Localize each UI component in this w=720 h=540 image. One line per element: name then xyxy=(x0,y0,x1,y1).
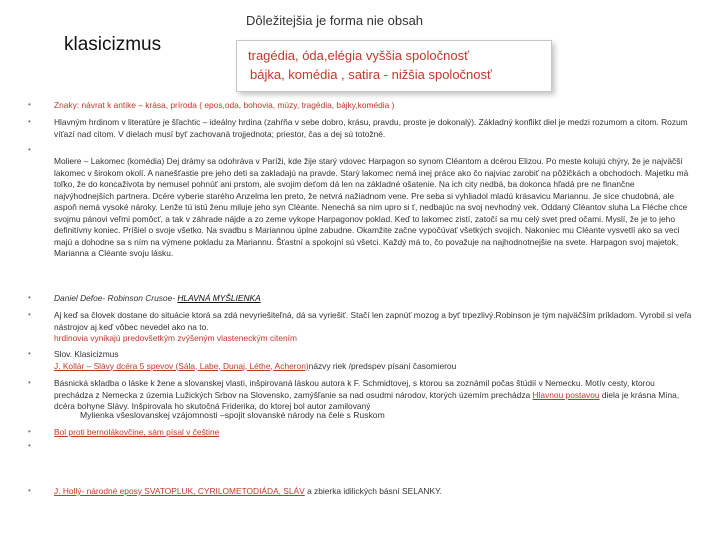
list-item-robinson xyxy=(54,310,694,345)
list-item-moliere: Moliere – Lakomec (komédia) Dej drámy sa odohráva v Paríži, kde žije starý vdovec Harpagon so synom Cléantom a dcérou Elizou. Po meste kolujú chýry, že je najväčší lakomec v širokom okolí. A nanešťastie pre jeho deti sa zakladajú na pravde. Starý lakomec nemá inej práce ako čo najviac zarobiť na pôžičkách a obchodoch. Majetku má toľko, že do koncaživota by nemusel pohnúť ani prstom, ale svojim deťom dá len na základné ošatenie. Na ich city nedbá, ba dokonca hľadá pre ne finančne najvýhodnejších partnera. Dcére vyberie starého Anzelma len preto, že netvrá nažiadnom vene. Pre seba si vyhliadol mladú krásavicu Mariannu. Je síce chudobná, ale aspoň nemá vysoké nároky. Lenže tú istú ženu miluje jeho syn Cléante. Nenechá sa nim upro si ť, nedbajúc na svoj nevhodný vek. Oddaný Cléantov sluha La Fléche chce svojmu pánovi veľmi pomôcť, a tak v záhrade nájde a zo zeme vykope Harpagonov poklad. Keď to lakomec zistí, zatočí sa mu celý svet pred očami. Myslí, že je to jeho definitívny koniec. Príšiel o svoje všetko. Na svadbu s Mariannou úplne zabudne. Okamžite začne vypočúvať všetkých svojich. Nakoniec mu Cléante vysvetlí ako sa veci majú a dohodne sa s ním na výmene pokladu za Mariannu. Šťastní a spokojní sú všetci. Každý má to, čo považuje na najhodnotnejšie na svete. Harpagon svoj majetok, Marianna a Cléante svoju lásku. xyxy=(54,156,689,258)
list-item-hrdina: Hlavným hrdinom v literatúre je šľachtic – ideálny hrdina (zahŕňa v sebe dobro, krásu, pravdu, proste je dokonalý). Základný konflikt diel je medzi rozumom a citom. Rozum víťazí nad citom. V dielach musí byť zachovaná trojjednota; priestor, čas a dej sú totožné. xyxy=(54,117,688,139)
basnicka-end: diela je krásna Mína, dcéra bohyne Slávy. Inšpirovala ho skutočná Friderika, do ktorej bol autor zamilovaný xyxy=(54,389,680,411)
basnicka-text: Básnická skladba o láske k žene a slovanskej vlasti, inšpirovaná láskou autora k F. Schmidtovej, s ktorou sa zoznámil počas štúdií v Nemecku. Motív cesty, ktorou prechádza z Nemecka z územia Lužických Srbov na Slovensko, zamýšľanie sa nad osudmi národov, ktorých územím prechádza xyxy=(54,378,655,400)
defoe-author: Daniel Defoe- Robinson Crusoe- xyxy=(54,293,176,303)
genre-line-low: bájka, komédia , satira - nižšia spoločnosť xyxy=(250,67,492,82)
bullet-marker: • xyxy=(28,441,31,450)
list-item-bol[interactable]: Bol proti bernolákovčine, sám písal v češtine xyxy=(54,427,220,437)
page-subtitle: Dôležitejšia je forma nie obsah xyxy=(246,13,424,28)
bullet-marker: • xyxy=(28,145,31,154)
bullet-marker: • xyxy=(28,378,31,387)
bullet-marker: • xyxy=(28,310,31,319)
robinson-text: Aj keď sa človek dostane do situácie ktorá sa zdá nevyriešiteľná, dá sa vyriešiť. Stačí len zapnúť mozog a byť trpezlivý.Robinson je tým najväčším príkladom. Vyrobil si veľa nástrojov aj keď vôbec nevedel ako na to. xyxy=(54,310,692,332)
bullet-marker: • xyxy=(28,117,31,126)
bullet-marker: • xyxy=(28,293,31,302)
bullet-marker: • xyxy=(28,349,31,358)
kollar-link[interactable]: J. Kollár – Slávy dcéra 5 spevov (Sála, Labe, Dunaj, Léthe, Acheron) xyxy=(54,360,309,371)
list-item-znaky: Znaky: návrat k antike – krása, príroda ( epos,oda, bohovia, múzy, tragédia, bájky,komédia ) xyxy=(54,100,395,110)
holly-end: a zbierka idilických básní SELANKY. xyxy=(307,486,442,496)
kollar-rest: názvy riek /predspev písaní časomierou xyxy=(308,360,457,371)
holly-link[interactable]: J. Hollý- národné eposy SVATOPLUK, CYRILOMETODIÁDA, SLÁV xyxy=(54,486,305,496)
list-item-slov xyxy=(54,349,694,372)
list-item-defoe xyxy=(54,293,694,305)
mylienka-text: Mylienka všeslovanskej vzájomnosti –spojit slovanské národy na čele s Ruskom xyxy=(80,410,385,420)
bullet-marker: • xyxy=(28,427,31,436)
slov-heading: Slov. Klasicizmus xyxy=(54,349,119,359)
hlavna-postava-link[interactable]: Hlavnou postavou xyxy=(532,389,600,400)
bullet-marker: • xyxy=(28,100,31,109)
list-item-basnicka xyxy=(54,378,694,413)
genre-line-high: tragédia, óda,elégia vyššia spoločnosť xyxy=(248,48,469,63)
defoe-main-idea: HLAVNÁ MYŠLIENKA xyxy=(177,293,261,303)
list-item-holly xyxy=(54,486,694,498)
page-title: klasicizmus xyxy=(64,34,162,55)
robinson-red-note: hrdinovia vynikajú predovšetkým zvýšeným vlasteneckým citením xyxy=(54,333,297,343)
bullet-marker: • xyxy=(28,486,31,495)
